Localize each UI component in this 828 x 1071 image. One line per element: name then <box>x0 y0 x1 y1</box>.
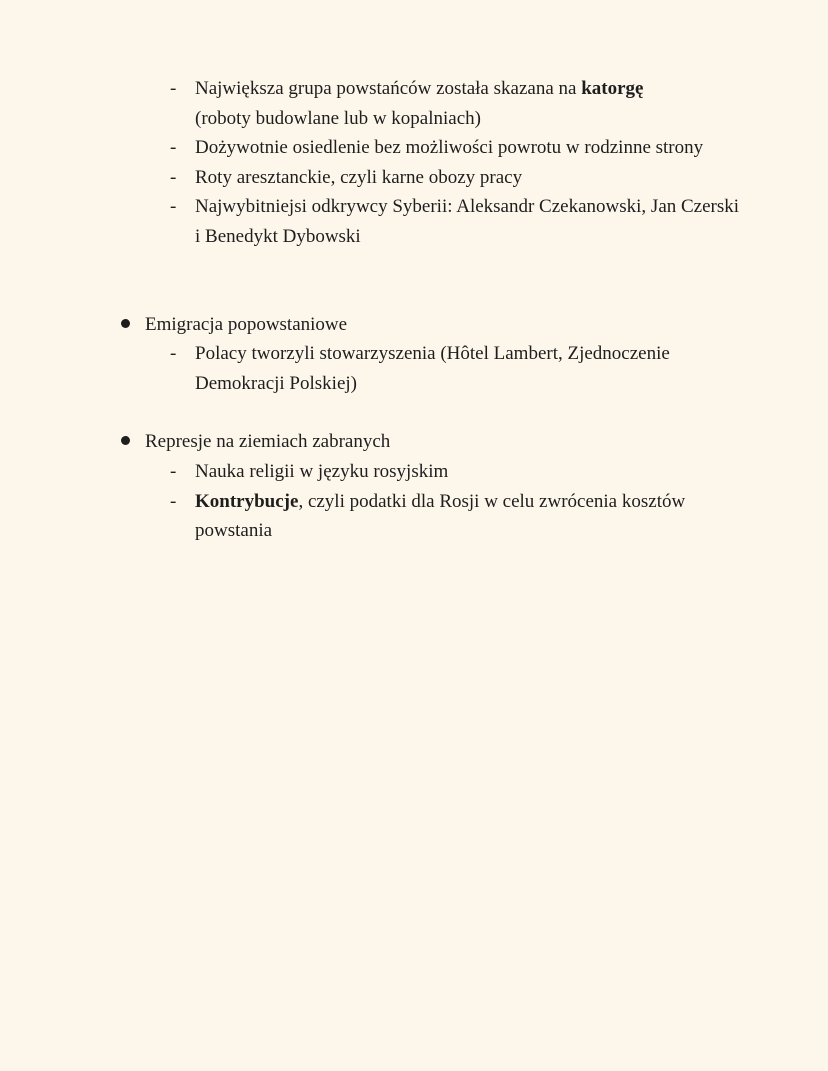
dash-marker: - <box>170 196 177 217</box>
list-item <box>170 192 740 251</box>
item-text: , czyli podatki dla Rosji w celu zwrócenia kosztów powstania <box>195 490 686 541</box>
item-text: Roty aresztanckie, czyli karne obozy pracy <box>195 166 523 188</box>
repressions-sub-list <box>170 457 730 546</box>
item-bold-term: katorgę <box>581 78 644 99</box>
bullet-item-emigration <box>121 310 721 340</box>
item-text: Dożywotnie osiedlenie bez możliwości powrotu w rodzinne strony <box>195 137 704 158</box>
siberia-sub-list <box>170 74 740 251</box>
dash-marker: - <box>170 343 177 364</box>
item-text: Polacy tworzyli stowarzyszenia (Hôtel Lambert, Zjednoczenie Demokracji Polskiej) <box>195 343 670 394</box>
emigration-sub-list <box>170 339 715 398</box>
list-item <box>170 163 730 193</box>
list-item <box>170 487 730 546</box>
item-text-continued: (roboty budowlane lub w kopalniach) <box>195 107 481 129</box>
item-bold-term: Kontrybucje <box>195 490 299 512</box>
item-text: Najwybitniejsi odkrywcy Syberii: Aleksandr Czekanowski, Jan Czerski i Benedykt Dybowski <box>195 196 740 247</box>
bullet-dot-icon <box>121 319 130 328</box>
list-item <box>170 74 730 133</box>
bullet-item-repressions <box>121 427 721 457</box>
dash-marker: - <box>170 78 177 99</box>
item-text: Największa grupa powstańców została skazana na <box>195 78 582 99</box>
bullet-dot-icon <box>121 436 130 445</box>
dash-marker: - <box>170 137 177 158</box>
dash-marker: - <box>170 166 177 188</box>
bullet-heading: Emigracja popowstaniowe <box>145 314 348 335</box>
dash-marker: - <box>170 490 177 512</box>
item-text: Nauka religii w języku rosyjskim <box>195 461 449 482</box>
list-item <box>170 133 715 163</box>
dash-marker: - <box>170 461 177 482</box>
list-item <box>170 339 715 398</box>
bullet-heading: Represje na ziemiach zabranych <box>145 431 391 452</box>
list-item <box>170 457 730 487</box>
